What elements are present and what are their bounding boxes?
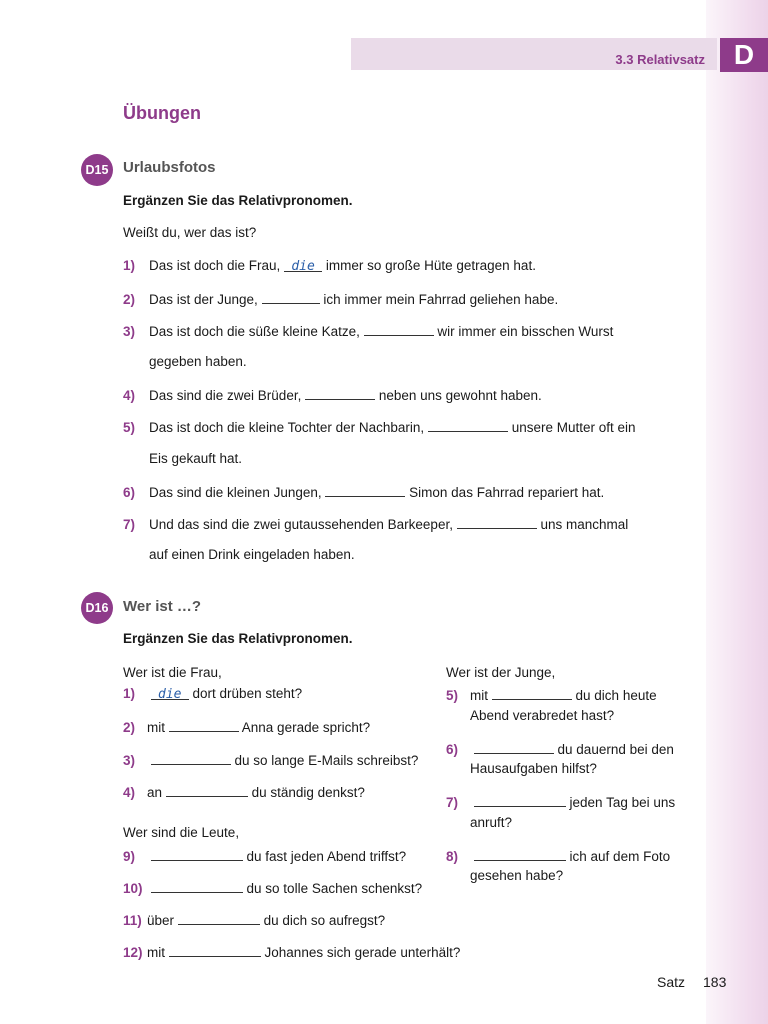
item-continuation: anruft?	[470, 815, 513, 830]
item-number: 1)	[123, 258, 136, 273]
item-text-after: du fast jeden Abend triffst?	[246, 849, 407, 864]
handwritten-answer: die	[291, 259, 315, 274]
page-number: 183	[703, 974, 727, 990]
item-text-before: Das sind die zwei Brüder,	[149, 388, 302, 403]
answer-blank[interactable]	[474, 739, 554, 754]
page-title: Übungen	[123, 103, 201, 123]
item-number: 2)	[123, 292, 136, 307]
answer-blank[interactable]	[457, 514, 537, 529]
item-number: 8)	[446, 849, 459, 864]
item-text-before: Das ist doch die süße kleine Katze,	[149, 324, 360, 339]
item-text-after: uns manchmal	[540, 517, 629, 532]
item-text-after: du so lange E-Mails schreibst?	[234, 753, 419, 768]
item-text-after: du ständig denkst?	[251, 785, 365, 800]
item-number: 6)	[446, 742, 459, 757]
answer-blank[interactable]	[284, 257, 322, 272]
intro-d15: Weißt du, wer das ist?	[123, 225, 257, 240]
item-continuation: gegeben haben.	[149, 354, 247, 369]
answer-blank[interactable]	[151, 750, 231, 765]
item-text-before: Das ist doch die Frau,	[149, 258, 281, 273]
exercise-item	[123, 482, 604, 502]
side-color-band	[706, 0, 768, 1024]
exercise-badge-d16: D16	[81, 592, 113, 624]
chapter-badge: D	[720, 38, 768, 72]
exercise-item	[123, 514, 628, 534]
exercise-item	[123, 685, 302, 703]
item-text-after: wir immer ein bisschen Wurst	[437, 324, 614, 339]
exercise-item	[123, 750, 418, 770]
exercise-item	[446, 792, 675, 812]
item-text-before: Das ist doch die kleine Tochter der Nachbarin,	[149, 420, 425, 435]
item-number: 7)	[123, 517, 136, 532]
item-continuation: Hausaufgaben hilfst?	[470, 761, 597, 776]
item-continuation: gesehen habe?	[470, 868, 564, 883]
item-number: 1)	[123, 686, 136, 701]
exercise-item	[123, 417, 636, 437]
item-text-after: du so tolle Sachen schenkst?	[246, 881, 423, 896]
item-number: 10)	[123, 881, 143, 896]
answer-blank[interactable]	[325, 482, 405, 497]
answer-blank[interactable]	[151, 685, 189, 700]
item-number: 6)	[123, 485, 136, 500]
item-text-before: über	[147, 913, 175, 928]
item-text-after: immer so große Hüte getragen hat.	[325, 258, 536, 273]
item-number: 5)	[446, 688, 459, 703]
answer-blank[interactable]	[151, 878, 243, 893]
exercise-item	[123, 910, 385, 930]
exercise-title-d15: Urlaubsfotos	[123, 159, 216, 176]
exercise-item	[123, 257, 536, 275]
item-text-after: Johannes sich gerade unterhält?	[264, 945, 461, 960]
answer-blank[interactable]	[428, 417, 508, 432]
intro-leute: Wer sind die Leute,	[123, 825, 240, 840]
answer-blank[interactable]	[305, 385, 375, 400]
item-text-after: du dauernd bei den	[557, 742, 674, 757]
answer-blank[interactable]	[364, 321, 434, 336]
exercise-item	[446, 685, 657, 705]
item-text-before: an	[147, 785, 163, 800]
item-text-after: jeden Tag bei uns	[569, 795, 676, 810]
item-text-after: neben uns gewohnt haben.	[378, 388, 542, 403]
answer-blank[interactable]	[178, 910, 260, 925]
answer-blank[interactable]	[151, 846, 243, 861]
answer-blank[interactable]	[169, 717, 239, 732]
intro-frau: Wer ist die Frau,	[123, 665, 222, 680]
footer-section-label: Satz	[657, 974, 686, 990]
intro-junge: Wer ist der Junge,	[446, 665, 556, 680]
exercise-item	[123, 942, 460, 962]
answer-blank[interactable]	[492, 685, 572, 700]
exercise-item	[123, 289, 558, 309]
item-text-after: unsere Mutter oft ein	[511, 420, 636, 435]
item-number: 11)	[123, 913, 142, 928]
item-continuation: auf einen Drink eingeladen haben.	[149, 547, 355, 562]
item-text-before: Das sind die kleinen Jungen,	[149, 485, 322, 500]
answer-blank[interactable]	[166, 782, 248, 797]
item-text-after: du dich heute	[575, 688, 657, 703]
item-text-before: mit	[147, 945, 165, 960]
item-number: 4)	[123, 785, 136, 800]
exercise-badge-d15: D15	[81, 154, 113, 186]
item-continuation: Abend verabredet hast?	[470, 708, 615, 723]
section-title: 3.3 Relativsatz	[615, 52, 705, 67]
item-number: 7)	[446, 795, 459, 810]
instruction-d16: Ergänzen Sie das Relativpronomen.	[123, 631, 353, 646]
item-number: 12)	[123, 945, 143, 960]
exercise-item	[123, 321, 613, 341]
item-number: 5)	[123, 420, 136, 435]
item-text-after: ich immer mein Fahrrad geliehen habe.	[323, 292, 559, 307]
answer-blank[interactable]	[474, 846, 566, 861]
item-number: 3)	[123, 324, 136, 339]
exercise-item	[123, 782, 365, 802]
exercise-title-d16: Wer ist …?	[123, 598, 202, 615]
item-number: 4)	[123, 388, 136, 403]
instruction-d15: Ergänzen Sie das Relativpronomen.	[123, 193, 353, 208]
exercise-item	[123, 878, 422, 898]
answer-blank[interactable]	[169, 942, 261, 957]
item-number: 2)	[123, 720, 136, 735]
item-continuation: Eis gekauft hat.	[149, 451, 243, 466]
item-text-after: dort drüben steht?	[192, 686, 303, 701]
exercise-item	[123, 846, 406, 866]
answer-blank[interactable]	[262, 289, 320, 304]
item-text-before: mit	[470, 688, 488, 703]
item-text-after: Simon das Fahrrad repariert hat.	[409, 485, 605, 500]
answer-blank[interactable]	[474, 792, 566, 807]
exercise-item	[446, 739, 674, 759]
item-text-before: Und das sind die zwei gutaussehenden Barkeeper,	[149, 517, 453, 532]
exercise-item	[123, 385, 542, 405]
item-text-after: Anna gerade spricht?	[241, 720, 371, 735]
item-number: 9)	[123, 849, 136, 864]
exercise-item	[446, 846, 670, 866]
item-text-after: du dich so aufregst?	[263, 913, 386, 928]
item-text-before: Das ist der Junge,	[149, 292, 258, 307]
item-text-before: mit	[147, 720, 165, 735]
handwritten-answer: die	[158, 687, 182, 702]
item-number: 3)	[123, 753, 136, 768]
item-text-after: ich auf dem Foto	[569, 849, 671, 864]
exercise-item	[123, 717, 370, 737]
